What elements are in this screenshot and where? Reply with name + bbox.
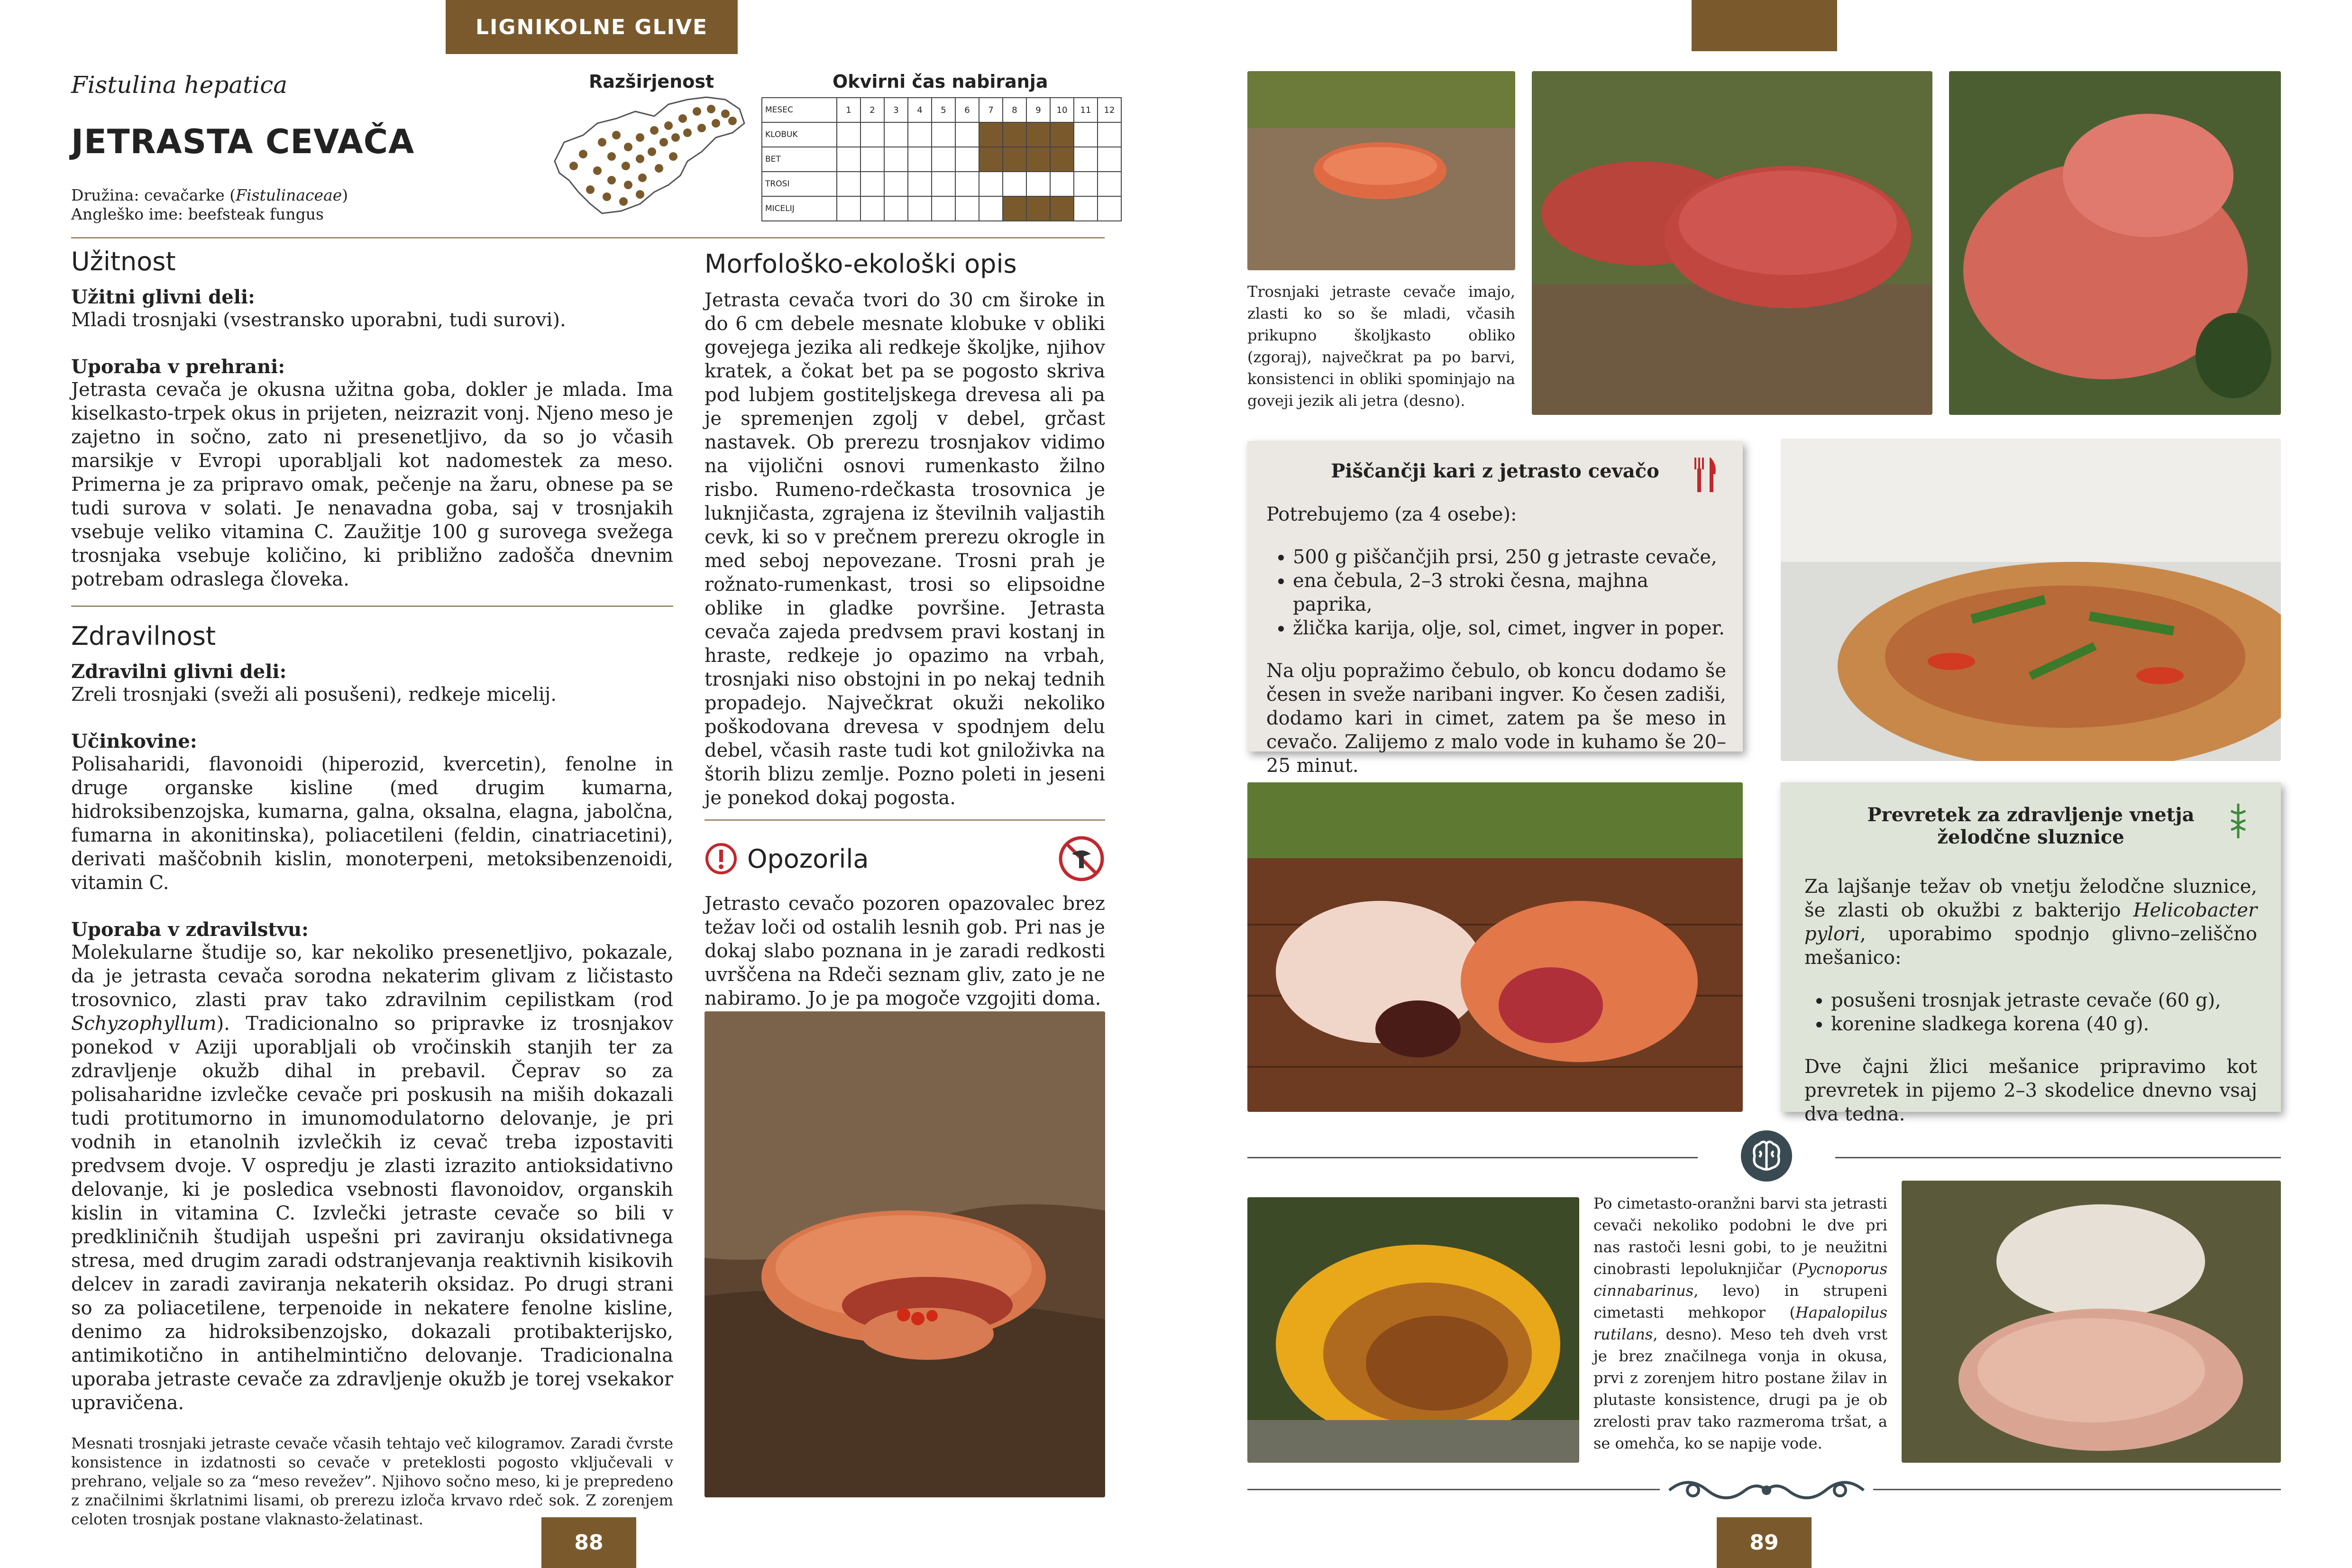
photo-fungus-on-trunk	[705, 1011, 1105, 1497]
warning-header	[705, 835, 1105, 882]
calendar-cell	[884, 196, 908, 221]
calendar-cell	[1026, 172, 1050, 196]
calendar-cell	[1074, 147, 1098, 172]
calendar-cell	[1074, 196, 1098, 221]
calendar-cell	[908, 196, 932, 221]
calendar-cell	[1074, 172, 1098, 196]
calendar-cell	[837, 122, 860, 147]
warning-icon	[705, 842, 738, 875]
medicinal-parts-text: Zreli trosnjaki (sveži ali posušeni), redkeje micelij.	[71, 684, 557, 706]
warning-title-group	[705, 842, 869, 875]
calendar-cell	[1050, 172, 1074, 196]
calendar-month: 10	[1050, 98, 1074, 122]
calendar-cell	[1026, 196, 1050, 221]
calendar-month: 9	[1026, 98, 1050, 122]
calendar-cell	[979, 196, 1003, 221]
calendar-month-label: MESEC	[762, 98, 837, 122]
photo-cut-fruitbodies	[1247, 782, 1743, 1112]
calendar-cell	[908, 122, 932, 147]
right-page	[1176, 0, 2352, 1568]
calendar-cell	[1050, 196, 1074, 221]
section-divider	[705, 810, 1105, 821]
recipe-needs: Potrebujemo (za 4 osebe):	[1266, 504, 1517, 525]
recipe-ingredient: • ena čebula, 2–3 stroki česna, majhna paprika,	[1293, 569, 1726, 616]
calendar-cell	[837, 147, 860, 172]
calendar-month: 1	[837, 98, 860, 122]
harvest-calendar	[761, 97, 1122, 221]
calendar-cell	[1050, 122, 1074, 147]
calendar-cell	[1098, 147, 1121, 172]
calendar-cell	[1050, 147, 1074, 172]
no-picking-icon	[1058, 835, 1105, 882]
calendar-month: 5	[932, 98, 955, 122]
calendar-cell	[932, 147, 955, 172]
recipe-ingredient: • 500 g piščančjih prsi, 250 g jetraste cevače,	[1293, 545, 1726, 569]
calendar-cell	[1003, 122, 1026, 147]
remedy-ingredient: • posušeni trosnjak jetraste cevače (60 g),	[1831, 989, 2257, 1012]
calendar-row-label: MICELIJ	[762, 196, 837, 221]
remedy-title-line-2: želodčne sluznice	[1937, 826, 2124, 848]
compounds-text: Polisaharidi, flavonoidi (hiperozid, kvercetin), fenolne in druge organske kisline (med drugim kumarna, hidroksibenzojska, kumarna, galna, oksalna, elagna, jabolčna, fumarna in akonitinska), poliacetileni (feldin, cinatriacetini), derivati maščobnih kislin, monoterpeni, metoksibenzenoidi, vitamin C.	[71, 753, 673, 894]
photo-pycnoporus	[1247, 1197, 1579, 1463]
recipe-ingredients	[1266, 545, 1726, 640]
remedy-ingredient: • korenine sladkega korena (40 g).	[1831, 1012, 2257, 1036]
calendar-cell	[955, 172, 979, 196]
remedy-method: Dve čajni žlici mešanice pripravimo kot prevretek in pijemo 2–3 skodelice dnevno vsaj dva tedna.	[1804, 1056, 2257, 1125]
cutlery-icon	[1691, 455, 1719, 493]
remedy-title-line-1: Prevretek za zdravljenje vnetja	[1867, 804, 2195, 826]
section-divider	[71, 591, 673, 607]
middle-column	[705, 249, 1105, 1010]
calendar-cell	[837, 172, 860, 196]
remedy-intro: Za lajšanje težav ob vnetju želodčne sluznice, še zlasti ob okužbi z bakterijo Helicobacter pylori, uporabimo spodnjo glivno–zeliščno mešanico:	[1804, 876, 2257, 969]
left-column	[71, 247, 673, 1529]
calendar-cell	[860, 147, 884, 172]
morphology-heading: Morfološko-ekološki opis	[705, 249, 1017, 279]
page-number-right: 89	[1717, 1517, 1812, 1568]
calendar-month: 2	[860, 98, 884, 122]
photo-liver-shaped	[1949, 71, 2281, 415]
calendar-cell	[860, 122, 884, 147]
edible-parts-heading: Užitni glivni deli:	[71, 286, 255, 308]
family-line: Družina: cevačarke (Fistulinaceae)	[71, 186, 348, 204]
header-divider	[71, 237, 1105, 238]
calendar-cell	[860, 196, 884, 221]
warning-heading: Opozorila	[747, 844, 869, 874]
calendar-cell	[908, 172, 932, 196]
calendar-title: Okvirni čas nabiranja	[833, 71, 1048, 92]
remedy-ingredients	[1804, 989, 2257, 1036]
calendar-cell	[1074, 122, 1098, 147]
calendar-cell	[955, 122, 979, 147]
calendar-cell	[860, 172, 884, 196]
calendar-cell	[1098, 196, 1121, 221]
caption-top: Trosnjaki jetraste cevače imajo, zlasti ko so še mladi, včasih prikupno školjkasto obliko (zgoraj), največkrat pa po barvi, konsistenci in obliki spominjajo na goveji jezik ali jetra (desno).	[1247, 283, 1515, 410]
calendar-cell	[932, 196, 955, 221]
calendar-cell	[1098, 122, 1121, 147]
calendar-cell	[932, 122, 955, 147]
calendar-month: 12	[1098, 98, 1121, 122]
edibility-heading: Užitnost	[71, 247, 176, 276]
photo-tongue-shaped-pair	[1532, 71, 1932, 415]
distribution-map	[545, 90, 754, 223]
divider-left	[1247, 1157, 1698, 1158]
calendar-cell	[908, 147, 932, 172]
calendar-row-label: KLOBUK	[762, 122, 837, 147]
calendar-cell	[884, 172, 908, 196]
brain-icon	[1738, 1128, 1795, 1184]
calendar-cell	[955, 147, 979, 172]
calendar-cell	[1026, 122, 1050, 147]
calendar-month: 11	[1074, 98, 1098, 122]
recipe-title: Piščančji kari z jetrasto cevačo	[1331, 460, 1659, 482]
calendar-cell	[1003, 147, 1026, 172]
calendar-cell	[979, 172, 1003, 196]
divider-right	[1835, 1157, 2281, 1158]
chapter-tab: LIGNIKOLNE GLIVE	[446, 0, 738, 54]
footnote: Mesnati trosnjaki jetraste cevače včasih tehtajo več kilogramov. Zaradi čvrste konsistence in izdatnosti so cevače v preteklosti pogosto vključevali v prehrano, veljale so za “meso revežev”. Njihovo sočno meso, ki je prepredeno z značilnimi škrlatnimi lisami, ob prerezu izloča krvavo rdeč sok. Z zorenjem celoten trosnjak postane vlaknasto-želatinast.	[71, 1434, 673, 1528]
food-usage-text: Jetrasta cevača je okusna užitna goba, dokler je mlada. Ima kiselkasto-trpek okus in prijeten, neizrazit vonj. Njeno meso je zajetno in sočno, zato ni presenetljivo, da so jo včasih marsikje v Evropi uporabljali kot nadomestek za meso. Primerna je za pripravo omak, pečenje na žaru, obnese pa se tudi surova v solati. Je nenavadna goba, saj v trosnjakih vsebuje veliko vitamina C. Zaužitje 100 g surovega svežega trosnjaka vsebuje količino, ki približno zadošča dnevnim potrebam odraslega človeka.	[71, 379, 673, 590]
medicinal-heading: Zdravilnost	[71, 621, 216, 651]
recipe-content	[1266, 503, 1726, 778]
calendar-cell	[1026, 147, 1050, 172]
warning-text: Jetrasto cevačo pozoren opazovalec brez težav loči od ostalih lesnih gob. Pri nas je dokaj slabo poznana in je zaradi redkosti uvrščena na Rdeči seznam gliv, zato je ne nabiramo. Jo je pa mogoče vzgojiti doma.	[705, 893, 1105, 1009]
calendar-cell	[884, 147, 908, 172]
calendar-cell	[837, 196, 860, 221]
photo-curry-dish	[1781, 439, 2281, 761]
latin-name: Fistulina hepatica	[71, 71, 288, 99]
compounds-heading: Učinkovine:	[71, 730, 197, 752]
remedy-title	[1781, 804, 2281, 848]
calendar-month: 3	[884, 98, 908, 122]
comparison-text: Po cimetasto-oranžni barvi sta jetrasti cevači nekoliko podobni le dve pri nas rastoči lesni gobi, to je neužitni cinobrasti lepoluknjičar (Pycnoporus cinnabarinus, levo) in strupeni cimetasti mehkopor (Hapalopilus rutilans, desno). Meso teh dveh vrst je brez značilnega vonja in okusa, prvi z zorenjem hitro postane žilav in plutaste konsistence, drugi pa je ob zrelosti prav tako razmeroma tršat, a se omehča, ko se napije vode.	[1593, 1194, 1887, 1452]
calendar-cell	[979, 122, 1003, 147]
calendar-cell	[1003, 172, 1026, 196]
page-number-left: 88	[541, 1517, 636, 1568]
calendar-row-label: TROSI	[762, 172, 837, 196]
calendar-cell	[932, 172, 955, 196]
calendar-cell	[979, 147, 1003, 172]
medicinal-use-heading: Uporaba v zdravilstvu:	[71, 918, 309, 941]
english-name: Angleško ime: beefsteak fungus	[71, 205, 324, 223]
calendar-cell	[1003, 196, 1026, 221]
calendar-month: 7	[979, 98, 1003, 122]
calendar-cell	[955, 196, 979, 221]
calendar-cell	[884, 122, 908, 147]
photo-shell-shaped	[1247, 71, 1515, 270]
calendar-month: 4	[908, 98, 932, 122]
medicinal-parts-heading: Zdravilni glivni deli:	[71, 660, 287, 683]
recipe-box	[1247, 441, 1743, 777]
recipe-ingredient: • žlička karija, olje, sol, cimet, ingver in poper.	[1293, 616, 1726, 640]
distribution-label: Razširjenost	[589, 71, 714, 92]
ornament-icon	[1665, 1472, 1868, 1508]
food-usage-heading: Uporaba v prehrani:	[71, 356, 285, 378]
remedy-box	[1781, 782, 2281, 1125]
chapter-tab-right	[1692, 0, 1837, 51]
recipe-method: Na olju popražimo čebulo, ob koncu dodamo še česen in sveže naribani ingver. Ko česen zadiši, dodamo kari in cimet, zatem pa še meso in cevačo. Zalijemo z malo vode in kuhamo še 20–25 minut.	[1266, 660, 1726, 777]
ornament-line-left	[1247, 1489, 1660, 1490]
calendar-month: 6	[955, 98, 979, 122]
photo-hapalopilus	[1902, 1181, 2281, 1463]
ornament-line-right	[1873, 1489, 2281, 1490]
remedy-content	[1804, 875, 2257, 1126]
calendar-month: 8	[1003, 98, 1026, 122]
caduceus-icon	[2224, 801, 2252, 839]
medicinal-use-text: Molekularne študije so, kar nekoliko presenetljivo, pokazale, da je jetrasta cevača sorodna nekaterim glivam z ličistasto trosovnico, zlasti prav tako zdravilnim cepilistkam (rod Schyzophyllum). Tradicionalno so pripravke iz trosnjakov ponekod v Aziji uporabljali ob vročinskih stanjih ter za zdravljenje okužb dihal in prebavil. Čeprav so za polisaharidne izvlečke cevače pri poskusih na miših dokazali tudi protitumorno in imunomodulatorno delovanje, je pri vodnih in etanolnih izvlečkih iz cevač treba izpostaviti predvsem dvoje. V ospredju je zlasti izrazito antioksidativno delovanje, ki je posledica vsebnosti flavonoidov, organskih kislin in vitamina C. Izvlečki jetraste cevače so bili v predkliničnih študijah uspešni pri zaviranju oksidativnega stresa, med drugim zaradi odstranjevanja reaktivnih kisikovih delcev in zaradi zaviranja nekaterih oksidaz. Po drugi strani so za poliacetilene, terpenoide in nekatere fenolne kisline, denimo za hidroksibenzojsko, dokazali protibakterijsko, antimikotično in antihelmintično delovanje. Tradicionalna uporaba jetraste cevače za zdravljenje okužb je torej vsekakor upravičena.	[71, 942, 673, 1414]
calendar-row-label: BET	[762, 147, 837, 172]
calendar-cell	[1098, 172, 1121, 196]
morphology-text: Jetrasta cevača tvori do 30 cm široke in do 6 cm debele mesnate klobuke v obliki govejega jezika ali redkeje školjke, njihov kratek, a čokat bet pa se pogosto skriva pod lubjem gostiteljskega drevesa ali pa je spremenjen zgolj v debel, grčast nastavek. Ob prerezu trosnjakov vidimo na vijolični osnovi rumenkasto žilno risbo. Rumeno-rdečkasta trosovnica je luknjičasta, zgrajena iz številnih valjastih cevk, ki so v prečnem prerezu okrogle in med seboj nepovezane. Trosni prah je rožnato-rumenkast, trosi so elipsoidne oblike in gladke površine. Jetrasta cevača zajeda predvsem pravi kostanj in hraste, redkeje jo opazimo na vrbah, trosnjaki niso obstojni in po nekaj tednih propadejo. Največkrat okuži nekoliko poškodovana drevesa v spodnjem delu debel, včasih raste tudi kot gniloživka na štorih blizu zemlje. Pozno poleti in jeseni je ponekod dokaj pogosta.	[705, 289, 1105, 809]
species-title: JETRASTA CEVAČA	[71, 122, 415, 161]
edible-parts-text: Mladi trosnjaki (vsestransko uporabni, tudi surovi).	[71, 309, 566, 331]
